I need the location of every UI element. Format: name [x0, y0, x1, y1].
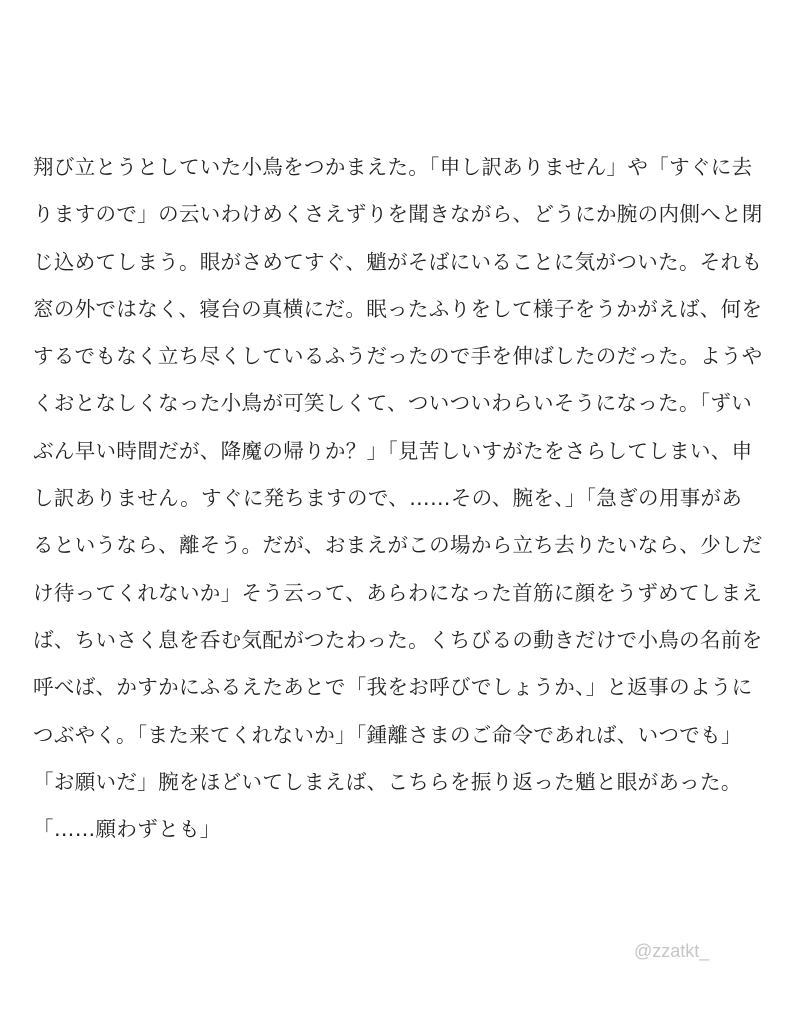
story-text	[33, 144, 773, 853]
text-line: 「……願わずとも」	[33, 817, 221, 842]
text-line: 「お願いだ」腕をほどいてしまえば、こちらを振り返った魈と眼があった。	[33, 769, 742, 794]
text-line: し訳ありません。すぐに発ちますので、……その、腕を、」「急ぎの用事があ	[33, 486, 743, 511]
text-line: ぶん早い時間だが、降魔の帰りか？」「見苦しいすがたをさらしてしまい、申	[33, 438, 753, 463]
text-line: りますので」の云いわけめくさえずりを聞きながら、どうにか腕の内側へと閉	[33, 202, 763, 227]
text-line: くおとなしくなった小鳥が可笑しくて、ついついわらいそうになった。「ずい	[33, 391, 753, 416]
text-line: 翔び立とうとしていた小鳥をつかまえた。「申し訳ありません」や「すぐに去	[33, 155, 753, 179]
author-watermark: @zzatkt_	[634, 941, 710, 961]
text-line: るというなら、離そう。だが、おまえがこの場から立ち去りたいなら、少しだ	[33, 533, 763, 558]
text-line: ば、ちいさく息を呑む気配がつたわった。くちびるの動きだけで小鳥の名前を	[33, 627, 763, 652]
text-line: するでもなく立ち尽くしているふうだったので手を伸ばしたのだった。ようや	[33, 344, 763, 369]
text-line: つぶやく。「また来てくれないか」「鍾離さまのご命令であれば、いつでも」	[33, 722, 742, 747]
text-line: じ込めてしまう。眼がさめてすぐ、魈がそばにいることに気がついた。それも	[33, 249, 763, 274]
text-line: け待ってくれないか」そう云って、あらわになった首筋に顔をうずめてしまえ	[33, 580, 763, 605]
text-line: 呼べば、かすかにふるえたあとで「我をお呼びでしょうか、」と返事のように	[33, 675, 753, 700]
text-line: 窓の外ではなく、寝台の真横にだ。眠ったふりをして様子をうかがえば、何を	[33, 296, 763, 321]
